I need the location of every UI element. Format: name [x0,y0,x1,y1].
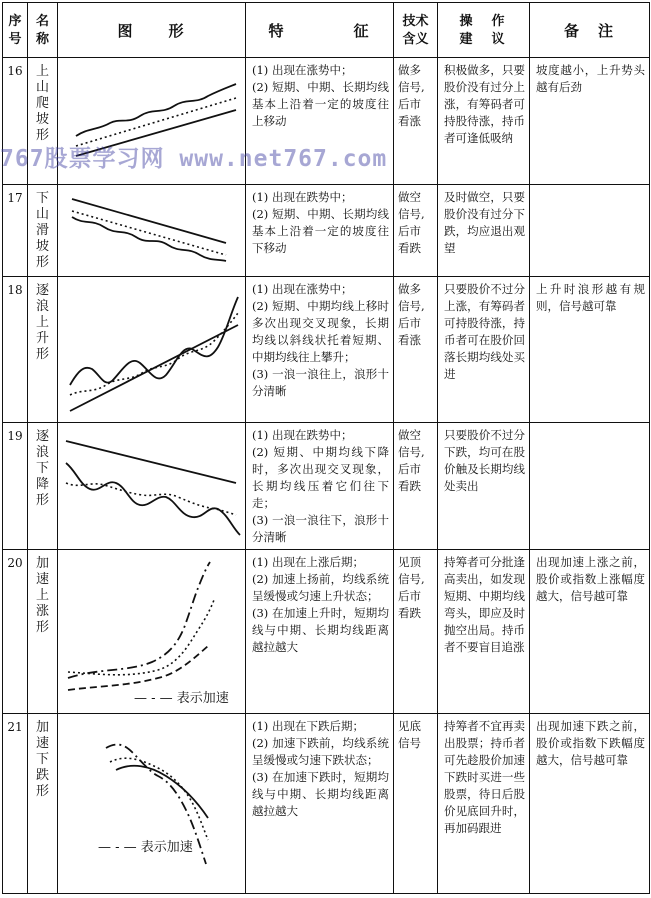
pattern-figure [58,185,246,277]
row-tech: 做多 信号, 后市 看涨 [394,277,438,423]
row-tech: 做多 信号, 后市 看涨 [394,58,438,185]
acceleration-legend: — - — 表示加速 [134,691,229,706]
row-no: 17 [3,185,28,277]
pattern-figure [58,423,246,550]
header-tech: 技术 含义 [394,3,438,58]
row-note [530,185,650,277]
pattern-figure [58,714,246,894]
header-note: 备 注 [530,3,650,58]
row-note [530,423,650,550]
row-advice: 积极做多，只要股价没有过分上涨，有筹码者可持股待涨，持币者可逢低吸纳 [438,58,530,185]
pattern-table [2,2,650,894]
row-name: 逐 浪 上 升 形 [28,277,58,423]
downhill-pattern-diagram [58,185,246,275]
row-no: 20 [3,550,28,714]
row-advice: 只要股价不过分下跌，均可在股价触及长期均线处卖出 [438,423,530,550]
row-name: 上 山 爬 坡 形 [28,58,58,185]
row-name: 下 山 滑 坡 形 [28,185,58,277]
table-row [3,277,650,423]
row-name: 逐 浪 下 降 形 [28,423,58,550]
header-figure: 图 形 [58,3,246,58]
header-advice: 操 作 建 议 [438,3,530,58]
row-note: 坡度越小，上升势头越有后劲 [530,58,650,185]
row-tech: 见顶 信号, 后市 看跌 [394,550,438,714]
row-advice: 持筹者可分批逢高卖出，如发现短期、中期均线弯头，即应及时抛空出局。持币者不要盲目追涨 [438,550,530,714]
row-advice: 持筹者不宜再卖出股票；持币者可先趁股价加速下跌时买进一些股票，待日后股价见底回升时，再加码跟进 [438,714,530,894]
row-note: 上升时浪形越有规则，信号越可靠 [530,277,650,423]
row-tech: 见底 信号 [394,714,438,894]
header-feature: 特 征 [246,3,394,58]
header-row [3,3,650,58]
row-tech: 做空 信号, 后市 看跌 [394,185,438,277]
row-no: 21 [3,714,28,894]
header-no: 序 号 [3,3,28,58]
watermark: 767股票学习网 www.net767.com [0,146,388,172]
table-row [3,185,650,277]
table-row [3,58,650,185]
table-row [3,714,650,894]
acceleration-legend: — - — 表示加速 [98,840,193,855]
row-features: (1) 出现在跌势中； (2) 短期、中期、长期均线基本上沿着一定的坡度往下移动 [246,185,394,277]
row-name: 加 速 下 跌 形 [28,714,58,894]
pattern-figure [58,58,246,185]
row-advice: 及时做空，只要股价没有过分下跌，均应退出观望 [438,185,530,277]
row-advice: 只要股价不过分上涨，有筹码者可持股待涨，持币者可在股价回落长期均线处买进 [438,277,530,423]
row-features: (1) 出现在涨势中； (2) 短期、中期均线上移时多次出现交叉现象，长期均线以斜线状托着短期、中期均线往上攀升； (3) 一浪一浪往上，浪形十分清晰 [246,277,394,423]
uphill-pattern-diagram [58,58,246,183]
row-no: 18 [3,277,28,423]
row-features: (1) 出现在上涨后期； (2) 加速上扬前，均线系统呈缓慢或匀速上升状态； (3) 在加速上升时，短期均线与中期、长期均线距离越拉越大 [246,550,394,714]
row-note: 出现加速下跌之前，股价或指数下跌幅度越大，信号越可靠 [530,714,650,894]
accelerate-down-pattern-diagram [58,714,246,892]
row-tech: 做空 信号, 后市 看跌 [394,423,438,550]
row-no: 16 [3,58,28,185]
wave-up-pattern-diagram [58,277,246,421]
pattern-figure [58,277,246,423]
row-name: 加 速 上 涨 形 [28,550,58,714]
header-name: 名 称 [28,3,58,58]
row-note: 出现加速上涨之前，股价或指数上涨幅度越大，信号越可靠 [530,550,650,714]
table-row [3,423,650,550]
row-no: 19 [3,423,28,550]
wave-down-pattern-diagram [58,423,246,548]
row-features: (1) 出现在跌势中； (2) 短期、中期均线下降时，多次出现交叉现象，长期均线压着它们往下走； (3) 一浪一浪往下，浪形十分清晰 [246,423,394,550]
row-features: (1) 出现在下跌后期； (2) 加速下跌前，均线系统呈缓慢或匀速下跌状态； (3) 在加速下跌时，短期均线与中期、长期均线距离越拉越大 [246,714,394,894]
table-row [3,550,650,714]
row-features: (1) 出现在涨势中； (2) 短期、中期、长期均线基本上沿着一定的坡度往上移动 [246,58,394,185]
pattern-figure [58,550,246,714]
